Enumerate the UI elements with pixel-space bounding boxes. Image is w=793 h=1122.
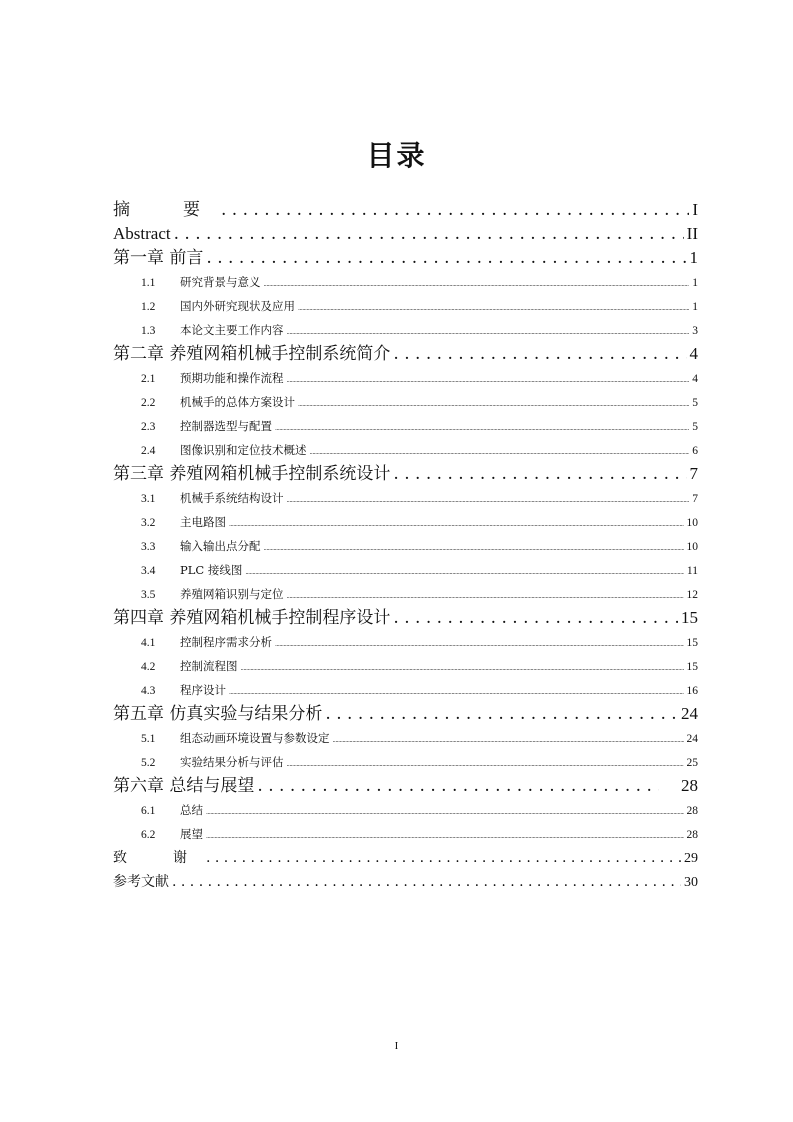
- toc-entry-chapter-6[interactable]: [113, 774, 698, 798]
- section-page: 5: [692, 397, 698, 409]
- toc-entry-page: II: [686, 224, 698, 243]
- dot-leader: [393, 606, 678, 630]
- section-title: 组态动画环境设置与参数设定: [180, 731, 330, 745]
- toc-entry-section-2-3[interactable]: [113, 414, 698, 438]
- toc-entry-label: 第四章 养殖网箱机械手控制程序设计: [113, 608, 391, 628]
- toc-entry-section-6-1[interactable]: [113, 798, 698, 822]
- dot-leader: [298, 393, 689, 414]
- dot-leader: [229, 681, 684, 702]
- toc-entry-section-3-3[interactable]: [113, 534, 698, 558]
- section-title: 国内外研究现状及应用: [180, 299, 295, 313]
- section-page: 24: [686, 733, 698, 745]
- toc-entry-page: 4: [689, 344, 698, 363]
- section-title: 养殖网箱识别与定位: [180, 587, 284, 601]
- dot-leader: [206, 825, 684, 846]
- dot-leader: [264, 273, 690, 294]
- dot-leader: [172, 870, 681, 894]
- section-title: 预期功能和操作流程: [180, 371, 284, 385]
- section-number: 3.1: [141, 493, 156, 505]
- toc-entry-label: 第五章 仿真实验与结果分析: [113, 704, 323, 724]
- toc-entry-label: 参考文献: [113, 874, 169, 890]
- dot-leader: [206, 846, 681, 870]
- section-number: 3.2: [141, 517, 156, 529]
- toc-entry-section-4-3[interactable]: [113, 678, 698, 702]
- section-number: 6.1: [141, 805, 156, 817]
- toc-entry-chapter-1[interactable]: [113, 246, 698, 270]
- section-title: 主电路图: [180, 515, 226, 529]
- section-page: 1: [692, 301, 698, 313]
- section-page: 5: [692, 421, 698, 433]
- dot-leader: [264, 537, 684, 558]
- toc-entry-acknowledgements[interactable]: [113, 846, 698, 870]
- section-title: 输入输出点分配: [180, 539, 261, 553]
- dot-leader: [287, 753, 684, 774]
- section-page: 15: [686, 637, 698, 649]
- toc-entry-page: 1: [689, 248, 698, 267]
- dot-leader: [206, 801, 684, 822]
- toc-entry-page: I: [692, 200, 698, 219]
- section-number: 1.3: [141, 325, 156, 337]
- dot-leader: [310, 441, 690, 462]
- dot-leader: [229, 513, 684, 534]
- section-number: 2.2: [141, 397, 156, 409]
- section-number: 2.1: [141, 373, 156, 385]
- dot-leader: [298, 297, 689, 318]
- section-page: 7: [692, 493, 698, 505]
- toc-entry-label: 第六章 总结与展望: [113, 776, 255, 796]
- toc-entry-chapter-5[interactable]: [113, 702, 698, 726]
- section-title: 机械手的总体方案设计: [180, 395, 295, 409]
- toc-entry-references[interactable]: [113, 870, 698, 894]
- toc-entry-page: 28: [681, 776, 698, 795]
- toc-entry-section-1-1[interactable]: [113, 270, 698, 294]
- toc-list: [113, 198, 698, 894]
- toc-entry-section-3-2[interactable]: [113, 510, 698, 534]
- dot-leader: [174, 222, 684, 246]
- toc-entry-section-1-3[interactable]: [113, 318, 698, 342]
- dot-leader: [393, 462, 686, 486]
- section-number: 5.1: [141, 733, 156, 745]
- section-page: 25: [686, 757, 698, 769]
- section-number: 5.2: [141, 757, 156, 769]
- section-number: 2.3: [141, 421, 156, 433]
- dot-leader: [287, 489, 690, 510]
- section-page: 1: [692, 277, 698, 289]
- section-title: 程序设计: [180, 683, 226, 697]
- toc-entry-section-3-4[interactable]: [113, 558, 698, 582]
- dot-leader: [333, 729, 684, 750]
- toc-entry-section-5-1[interactable]: [113, 726, 698, 750]
- section-number: 4.3: [141, 685, 156, 697]
- toc-entry-page: 15: [681, 608, 698, 627]
- section-page: 11: [686, 565, 698, 577]
- toc-entry-section-5-2[interactable]: [113, 750, 698, 774]
- dot-leader: [287, 369, 690, 390]
- section-title: 控制程序需求分析: [180, 635, 272, 649]
- toc-entry-label: 第二章 养殖网箱机械手控制系统简介: [113, 344, 391, 364]
- section-page: 15: [686, 661, 698, 673]
- section-page: 16: [686, 685, 698, 697]
- section-title: 实验结果分析与评估: [180, 755, 284, 769]
- toc-entry-page: 7: [689, 464, 698, 483]
- toc-entry-section-2-4[interactable]: [113, 438, 698, 462]
- section-title: 控制流程图: [180, 659, 238, 673]
- section-number: 1.2: [141, 301, 156, 313]
- section-title: 总结: [180, 803, 203, 817]
- toc-entry-chapter-2[interactable]: [113, 342, 698, 366]
- section-page: 28: [686, 805, 698, 817]
- section-title: 展望: [180, 827, 203, 841]
- section-page: 28: [686, 829, 698, 841]
- toc-entry-section-2-1[interactable]: [113, 366, 698, 390]
- toc-entry-label: 摘 要: [113, 200, 218, 220]
- toc-entry-section-3-5[interactable]: [113, 582, 698, 606]
- toc-entry-chapter-4[interactable]: [113, 606, 698, 630]
- toc-entry-label: 第一章 前言: [113, 248, 204, 268]
- dot-leader: [275, 633, 684, 654]
- section-title: PLC 接线图: [180, 563, 243, 577]
- toc-title: 目录: [366, 139, 427, 172]
- dot-leader: [245, 561, 684, 582]
- section-number: 6.2: [141, 829, 156, 841]
- toc-entry-section-1-2[interactable]: [113, 294, 698, 318]
- toc-entry-section-2-2[interactable]: [113, 390, 698, 414]
- toc-entry-label: 致 谢: [113, 850, 203, 866]
- section-page: 12: [686, 589, 698, 601]
- toc-entry-chapter-3[interactable]: [113, 462, 698, 486]
- section-title: 图像识别和定位技术概述: [180, 443, 307, 457]
- toc-entry-label: Abstract: [113, 224, 171, 243]
- toc-entry-section-6-2[interactable]: [113, 822, 698, 846]
- dot-leader: [275, 417, 689, 438]
- section-number: 2.4: [141, 445, 156, 457]
- toc-entry-page: 30: [684, 875, 698, 890]
- dot-leader: [241, 657, 684, 678]
- section-page: 10: [686, 541, 698, 553]
- dot-leader: [325, 702, 678, 726]
- section-number: 4.2: [141, 661, 156, 673]
- toc-entry-section-3-1[interactable]: [113, 486, 698, 510]
- section-title: 机械手系统结构设计: [180, 491, 284, 505]
- dot-leader: [257, 774, 659, 798]
- toc-entry-section-4-1[interactable]: [113, 630, 698, 654]
- dot-leader: [221, 198, 689, 222]
- section-page: 10: [686, 517, 698, 529]
- section-title: 控制器选型与配置: [180, 419, 272, 433]
- section-number: 1.1: [141, 277, 156, 289]
- toc-entry-label: 第三章 养殖网箱机械手控制系统设计: [113, 464, 391, 484]
- toc-entry-abstract-en[interactable]: [113, 222, 698, 246]
- page-number-footer: I: [394, 1040, 399, 1052]
- dot-leader: [393, 342, 686, 366]
- section-number: 3.4: [141, 565, 156, 577]
- dot-leader: [206, 246, 686, 270]
- section-number: 4.1: [141, 637, 156, 649]
- section-title: 本论文主要工作内容: [180, 323, 284, 337]
- toc-entry-page: 24: [681, 704, 698, 723]
- dot-leader: [287, 585, 684, 606]
- section-title: 研究背景与意义: [180, 275, 261, 289]
- section-page: 3: [692, 325, 698, 337]
- toc-entry-page: 29: [684, 851, 698, 866]
- section-page: 4: [692, 373, 698, 385]
- dot-leader: [287, 321, 690, 342]
- section-number: 3.3: [141, 541, 156, 553]
- section-number: 3.5: [141, 589, 156, 601]
- toc-entry-section-4-2[interactable]: [113, 654, 698, 678]
- section-page: 6: [692, 445, 698, 457]
- toc-entry-abstract-cn[interactable]: [113, 198, 698, 222]
